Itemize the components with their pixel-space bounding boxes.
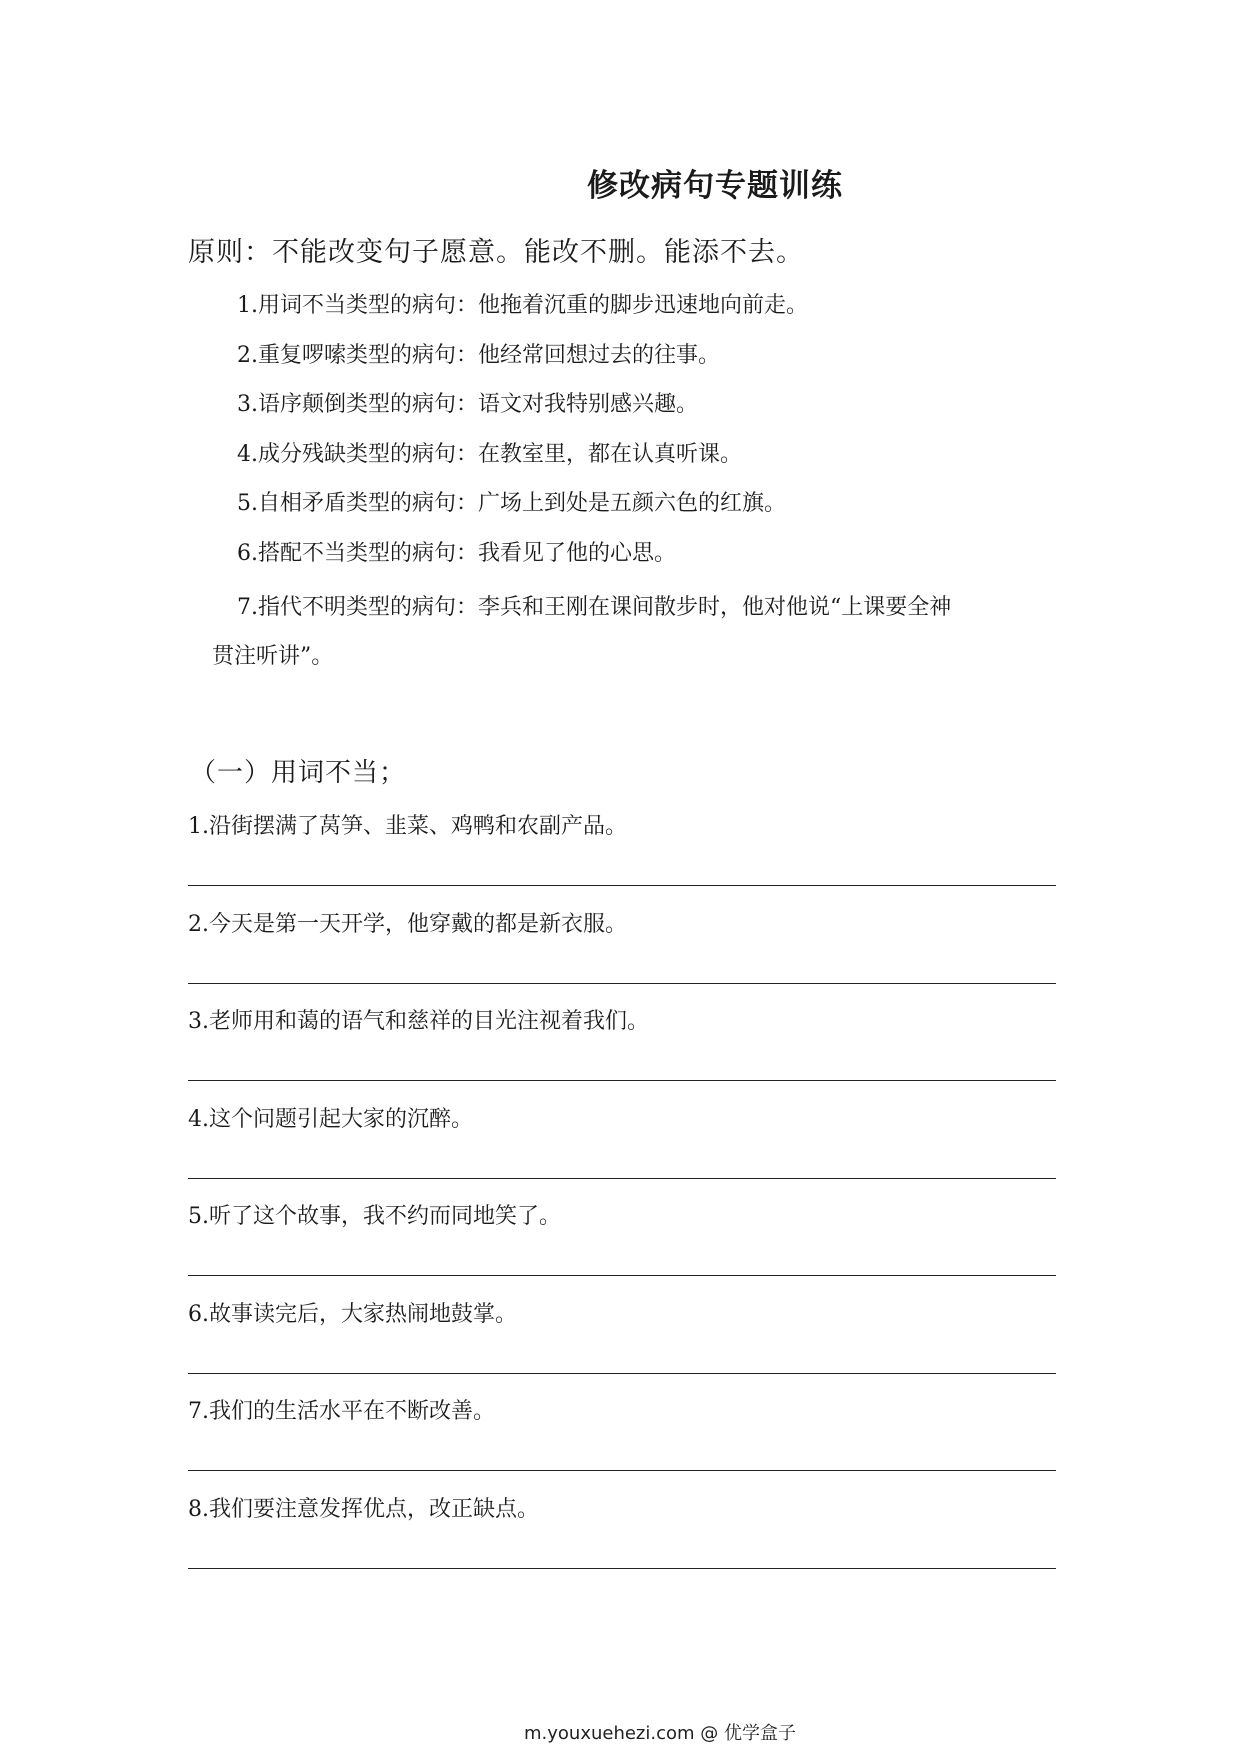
error-type-list: [212, 286, 1057, 681]
error-type-item: 3.语序颠倒类型的病句：语文对我特别感兴趣。: [237, 392, 698, 417]
error-type-item: 1.用词不当类型的病句：他拖着沉重的脚步迅速地向前走。: [237, 293, 808, 318]
question-item: [188, 908, 1056, 1006]
error-type-item-continuation: 贯注听讲”。: [212, 644, 334, 669]
question-text: 1.沿街摆满了莴笋、韭菜、鸡鸭和农副产品。: [188, 814, 627, 839]
question-item: [188, 1005, 1056, 1103]
answer-line[interactable]: [188, 1568, 1056, 1569]
answer-line[interactable]: [188, 983, 1056, 984]
question-text: 6.故事读完后，大家热闹地鼓掌。: [188, 1301, 517, 1327]
error-type-item-line: 7.指代不明类型的病句：李兵和王刚在课间散步时，他对他说“上课要全神: [237, 595, 952, 620]
answer-line[interactable]: [188, 1275, 1056, 1276]
question-item: [188, 1298, 1056, 1396]
error-type-item: 6.搭配不当类型的病句：我看见了他的心思。: [237, 540, 676, 566]
question-text: 4.这个问题引起大家的沉醉。: [188, 1106, 473, 1132]
question-text: 2.今天是第一天开学，他穿戴的都是新衣服。: [188, 911, 627, 937]
error-type-item: [212, 583, 1057, 681]
question-text: 3.老师用和蔼的语气和慈祥的目光注视着我们。: [188, 1009, 649, 1034]
footer-watermark: m.youxuehezi.com @ 优学盒子: [523, 1723, 796, 1744]
section-heading: （一）用词不当；: [190, 758, 407, 788]
question-item: [188, 810, 1056, 908]
question-text: 8.我们要注意发挥优点，改正缺点。: [188, 1496, 539, 1522]
error-type-item: 4.成分残缺类型的病句：在教室里，都在认真听课。: [237, 441, 742, 467]
answer-line[interactable]: [188, 885, 1056, 886]
principle-statement: 原则：不能改变句子愿意。能改不删。能添不去。: [188, 237, 804, 268]
error-type-item: 5.自相矛盾类型的病句：广场上到处是五颜六色的红旗。: [237, 491, 786, 516]
error-type-item: 2.重复啰嗦类型的病句：他经常回想过去的往事。: [237, 342, 720, 368]
question-item: [188, 1493, 1056, 1591]
answer-line[interactable]: [188, 1373, 1056, 1374]
question-item: [188, 1200, 1056, 1298]
answer-line[interactable]: [188, 1178, 1056, 1179]
answer-line[interactable]: [188, 1470, 1056, 1471]
question-text: 7.我们的生活水平在不断改善。: [188, 1399, 495, 1424]
question-list: [188, 810, 1056, 1590]
answer-line[interactable]: [188, 1080, 1056, 1081]
page-title: 修改病句专题训练: [587, 168, 843, 204]
question-item: [188, 1103, 1056, 1201]
question-text: 5.听了这个故事，我不约而同地笑了。: [188, 1204, 561, 1229]
question-item: [188, 1395, 1056, 1493]
